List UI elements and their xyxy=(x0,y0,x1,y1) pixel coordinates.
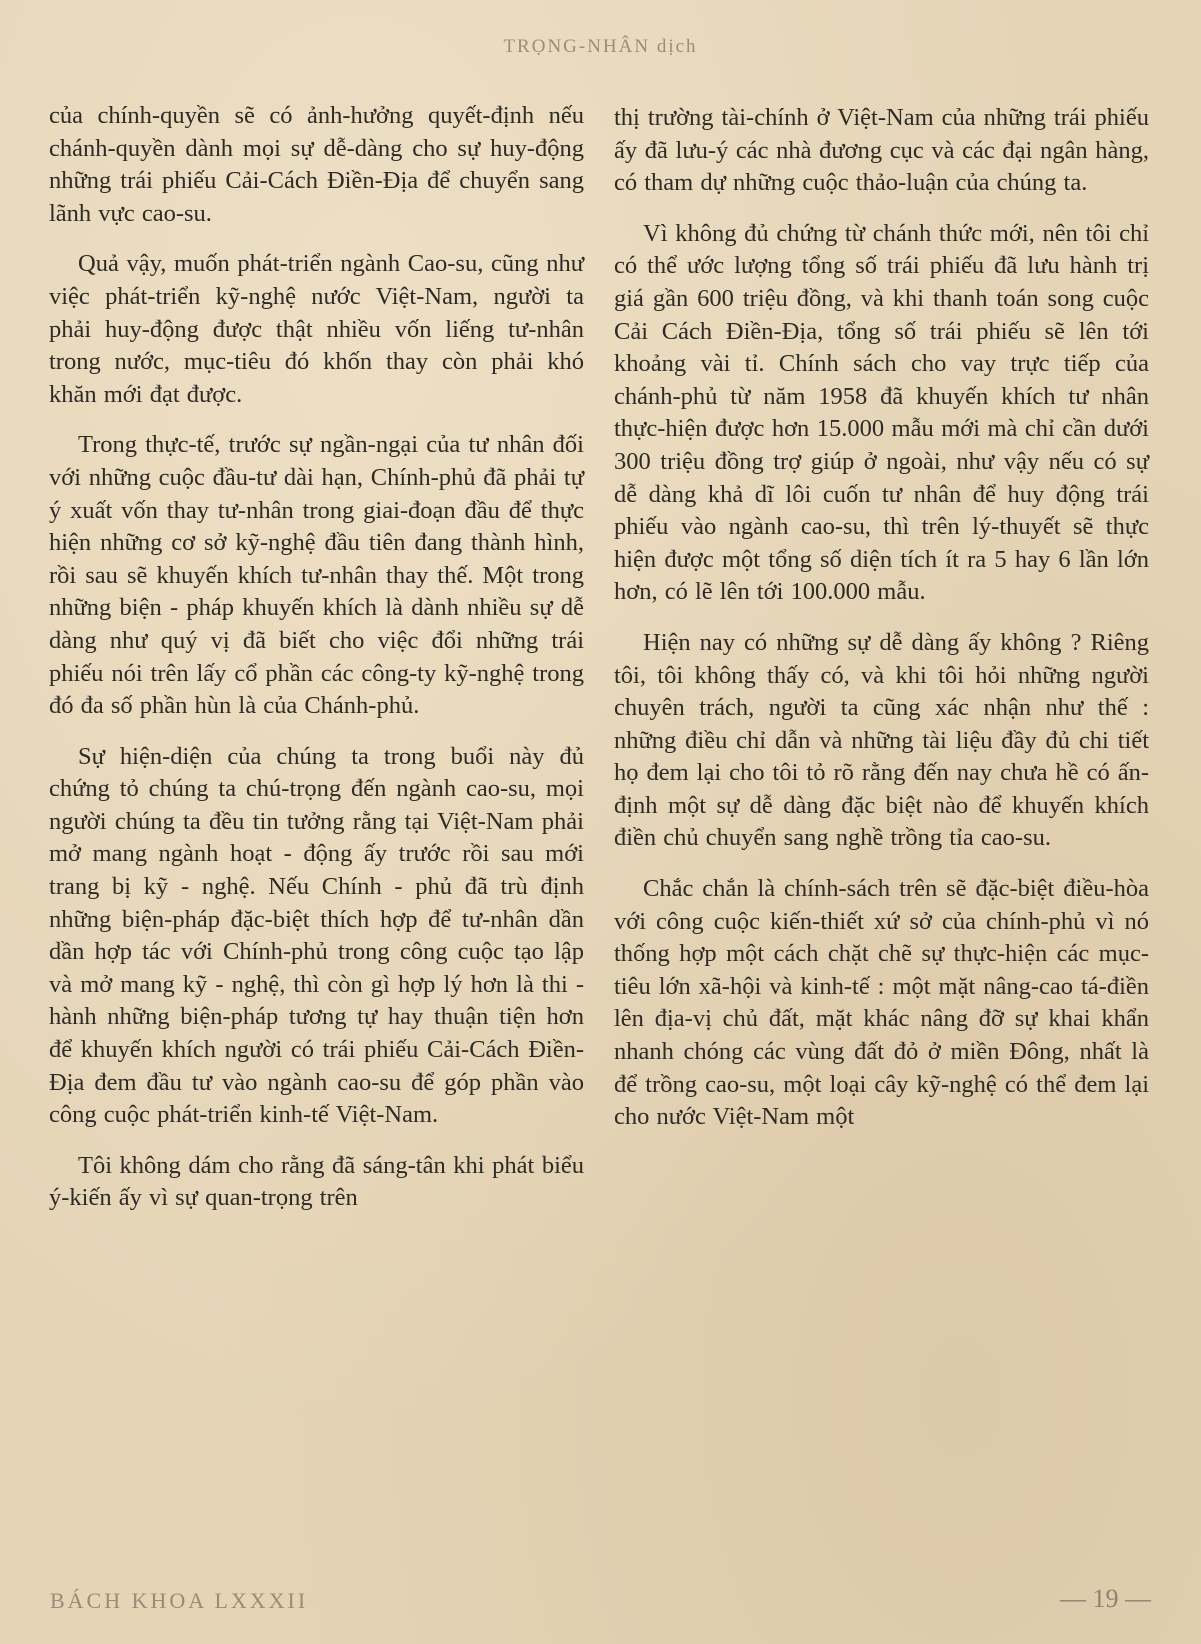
paragraph: của chính-quyền sẽ có ảnh-hưởng quyết-định nếu chánh-quyền dành mọi sự dễ-dàng cho sự huy-động những trái phiếu Cải-Cách Điền-Địa để chuyển sang lãnh vực cao-su. xyxy=(49,102,584,227)
paragraph: Vì không đủ chứng từ chánh thức mới, nên tôi chỉ có thể ước lượng tổng số trái phiếu đã lưu hành trị giá gần 600 triệu đồng, và khi thanh toán song cuộc Cải Cách Điền-Địa, tổng số trái phiếu sẽ lên tới khoảng vài tỉ. Chính sách cho vay trực tiếp của chánh-phủ từ năm 1958 đã khuyến khích tư nhân thực-hiện được hơn 15.000 mẫu mới mà chỉ cần dưới 300 triệu đồng trợ giúp ở ngoài, như vậy nếu có sự dễ dàng khả dĩ lôi cuốn tư nhân để huy động trái phiếu vào ngành cao-su, thì trên lý-thuyết sẽ thực hiện được một tổng số diện tích ít ra 5 hay 6 lần lớn hơn, có lẽ lên tới 100.000 mẫu. xyxy=(614,219,1149,606)
left-column xyxy=(49,100,584,1233)
paragraph: Hiện nay có những sự dễ dàng ấy không ? Riêng tôi, tôi không thấy có, và khi tôi hỏi những người chuyên trách, người ta cũng xác nhận như thế : những điều chỉ dẫn và những tài liệu đầy đủ chi tiết họ đem lại cho tôi tỏ rõ rằng đến nay chưa hề có ấn-định một sự dễ dàng đặc biệt nào để khuyến khích điền chủ chuyển sang nghề trồng tỉa cao-su. xyxy=(614,628,1149,852)
running-head: TRỌNG-NHÂN dịch xyxy=(503,36,698,57)
paragraph: Trong thực-tế, trước sự ngần-ngại của tư nhân đối với những cuộc đầu-tư dài hạn, Chính-phủ đã phải tự ý xuất vốn thay tư-nhân trong giai-đoạn đầu để thực hiện những cơ sở kỹ-nghệ đầu tiên đang thành hình, rồi sau sẽ khuyến khích tư-nhân thay thế. Một trong những biện - pháp khuyến khích là dành nhiều sự dễ dàng như quý vị đã biết cho việc đổi những trái phiếu nói trên lấy cổ phần các công-ty kỹ-nghệ trong đó đa số phần hùn là của Chánh-phủ. xyxy=(49,431,584,720)
footer-publication: BÁCH KHOA LXXXII xyxy=(50,1588,309,1613)
paragraph: Tôi không dám cho rằng đã sáng-tân khi phát biểu ý-kiến ấy vì sự quan-trọng trên xyxy=(49,1151,584,1212)
right-column xyxy=(614,102,1149,1152)
paragraph: thị trường tài-chính ở Việt-Nam của những trái phiếu ấy đã lưu-ý các nhà đương cục và các đại ngân hàng, có tham dự những cuộc thảo-luận của chúng ta. xyxy=(614,104,1149,197)
page-number: — 19 — xyxy=(1060,1584,1151,1613)
paragraph: Sự hiện-diện của chúng ta trong buổi này đủ chứng tỏ chúng ta chú-trọng đến ngành cao-su, mọi người chúng ta đều tin tưởng rằng tại Việt-Nam phải mở mang ngành hoạt - động ấy trước rồi sau mới trang bị kỹ - nghệ. Nếu Chính - phủ đã trù định những biện-pháp đặc-biệt thích hợp để tư-nhân dần dần hợp tác với Chính-phủ trong công cuộc tạo lập và mở mang kỹ - nghệ, thì còn gì hợp lý hơn là thi - hành những biện-pháp tương tự hay thuận tiện hơn để khuyến khích người có trái phiếu Cải-Cách Điền-Địa đem đầu tư vào ngành cao-su để góp phần vào công cuộc phát-triển kinh-tế Việt-Nam. xyxy=(49,742,584,1129)
paragraph: Quả vậy, muốn phát-triển ngành Cao-su, cũng như việc phát-triển kỹ-nghệ nước Việt-Nam, người ta phải huy-động được thật nhiều vốn liếng tư-nhân trong nước, mục-tiêu đó khốn thay còn phải khó khăn mới đạt được. xyxy=(49,250,584,408)
paragraph: Chắc chắn là chính-sách trên sẽ đặc-biệt điều-hòa với công cuộc kiến-thiết xứ sở của chính-phủ vì nó thống hợp một cách chặt chẽ sự thực-hiện các mục-tiêu lớn xã-hội và kinh-tế : một mặt nâng-cao tá-điền lên địa-vị chủ đất, mặt khác nâng đỡ sự khai khẩn nhanh chóng các vùng đất đỏ ở miền Đông, nhất là để trồng cao-su, một loại cây kỹ-nghệ có thể đem lại cho nước Việt-Nam một xyxy=(614,875,1149,1131)
